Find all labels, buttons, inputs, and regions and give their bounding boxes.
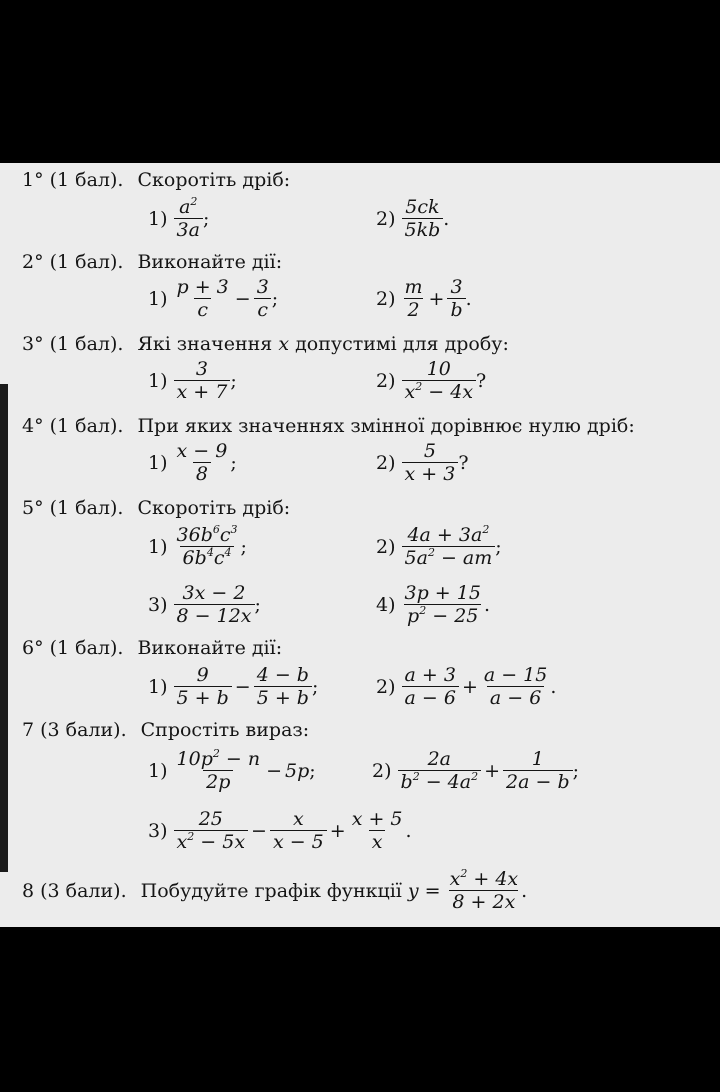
task-5-item-1: 1) $\frac{36b^6c^3}{6b^4c^4}$ ; (148, 523, 247, 569)
task-1-item-2: 2) $\frac{5ck}{5kb}$ . (376, 196, 450, 241)
task-7-item-2: 2) $\frac{2a}{b^2 - 4a^2}$ + $\frac{1}{2a - b}$ ; (372, 748, 580, 793)
task-3-heading: 3° (1 бал). Які значення x допустимі для дробу: (22, 333, 509, 355)
fraction: $\frac{5ck}{5kb}$ (402, 197, 444, 240)
fraction: $\frac{a^2}{3a}$ (174, 197, 203, 240)
task-5-item-3: 3) $\frac{3x - 2}{8 - 12x}$ ; (148, 582, 261, 627)
task-7-item-3: 3) $\frac{25}{x^2 - 5x}$ − $\frac{x}{x - 5}$ + $\frac{x + 5}{x}$ . (148, 808, 412, 853)
scroll-edge-bar (0, 384, 8, 872)
task-8-heading: 8 (3 бали). Побудуйте графік функції y = $\frac{x^2 + 4x}{8 + 2x}$ . (22, 867, 528, 913)
task-3-item-1: 1) $\frac{3}{x + 7}$ ; (148, 358, 237, 403)
task-4-item-1: 1) $\frac{x - 9}{8}$ ; (148, 440, 237, 485)
task-2-item-1: 1) $\frac{p + 3}{c}$ − $\frac{3}{c}$ ; (148, 276, 279, 321)
task-1-heading (22, 169, 290, 191)
task-6-item-1: 1) $\frac{9}{5 + b}$ − $\frac{4 - b}{5 + b}$ ; (148, 664, 319, 709)
task-1-title: Скоротіть дріб: (137, 169, 291, 191)
task-7-heading: 7 (3 бали). Спростіть вираз: (22, 719, 310, 741)
worksheet-page (0, 163, 720, 927)
task-6-heading: 6° (1 бал). Виконайте дії: (22, 637, 283, 659)
task-3-item-2: 2) $\frac{10}{x^2 - 4x}$ ? (376, 358, 487, 403)
task-5-item-2: 2) $\frac{4a + 3a^2}{5a^2 - am}$ ; (376, 523, 502, 569)
task-5-item-4: 4) $\frac{3p + 15}{p^2 - 25}$ . (376, 582, 490, 627)
task-1-item-1: 1) $\frac{a^2}{3a}$ ; (148, 195, 210, 241)
task-5-heading: 5° (1 бал). Скоротіть дріб: (22, 497, 291, 519)
task-7-item-1: 1) $\frac{10p^2 - n}{2p}$ − 5p ; (148, 747, 316, 793)
task-1-number: 1° (1 бал). (22, 169, 124, 191)
task-4-heading: 4° (1 бал). При яких значеннях змінної дорівнює нулю дріб: (22, 415, 635, 437)
function-fraction: $\frac{x^2 + 4x}{8 + 2x}$ (449, 867, 519, 913)
task-4-item-2: 2) $\frac{5}{x + 3}$ ? (376, 440, 469, 485)
task-6-item-2: 2) $\frac{a + 3}{a - 6}$ + $\frac{a - 15}{a - 6}$ . (376, 664, 557, 709)
task-2-heading: 2° (1 бал). Виконайте дії: (22, 251, 283, 273)
task-2-item-2: 2) $\frac{m}{2}$ + $\frac{3}{b}$ . (376, 276, 472, 321)
